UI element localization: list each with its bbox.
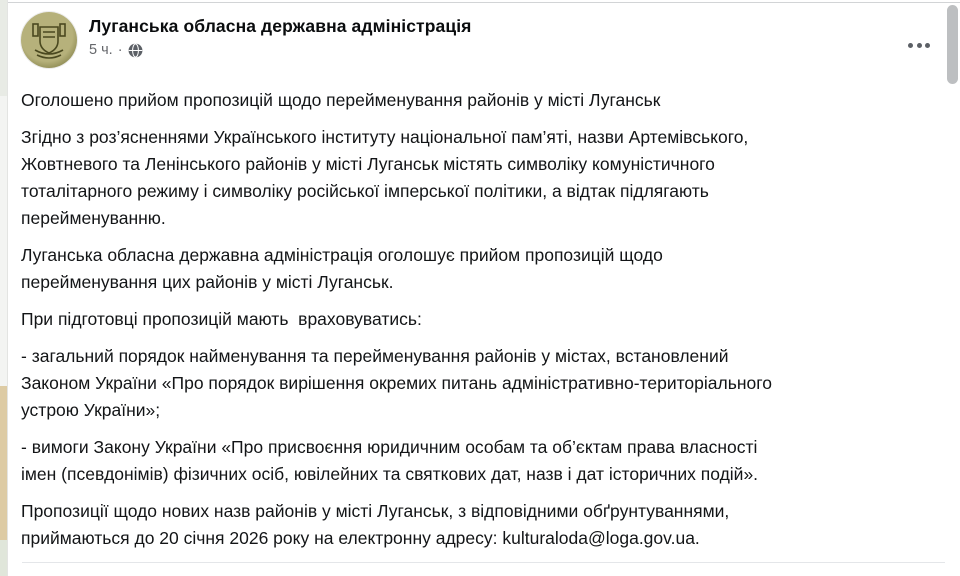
background-edge-middle [0,96,7,386]
text-line: Оголошено прийом пропозицій щодо перейменування районів у місті Луганськ [21,90,661,110]
post-paragraph-headline [21,87,946,114]
post-paragraph [21,242,946,296]
text-line: устрою України»; [21,400,161,420]
post-paragraph [21,124,946,232]
text-line: імен (псевдонімів) фізичних осіб, ювілейних та святкових дат, назв і дат історичних подій». [21,464,759,484]
background-edge-top [0,0,7,96]
background-edge-strip [0,0,7,576]
post-body [8,68,960,563]
dot-icon [908,43,913,48]
text-line: Пропозиції щодо нових назв районів у місті Луганськ, з відповідними обґрунтуваннями, [21,501,730,521]
text-line: Жовтневого та Ленінського районів у місті Луганськ містять символіку комуністичного [21,154,715,174]
facebook-post-card [7,0,960,576]
background-edge-bottom [0,540,7,576]
text-line: перейменування цих районів у місті Луганськ. [21,272,394,292]
text-line: - загальний порядок найменування та перейменування районів у містах, встановлений [21,346,729,366]
meta-separator: · [117,42,123,58]
post-header [8,0,960,68]
post-footer-divider [22,562,945,563]
dot-icon [925,43,930,48]
globe-privacy-icon [128,43,143,58]
text-line: Луганська обласна державна адміністрація оголошує прийом пропозицій щодо [21,245,663,265]
text-line: При підготовці пропозицій мають враховуватись: [21,309,422,329]
scrollbar-thumb[interactable] [947,5,958,84]
text-line: - вимоги Закону України «Про присвоєння юридичним особам та об’єктам права власності [21,437,758,457]
text-line: перейменуванню. [21,208,166,228]
post-paragraph-contact [21,498,946,552]
background-edge-tan [0,386,7,540]
coat-of-arms-icon [27,18,71,62]
header-text [89,12,471,68]
post-meta [89,41,471,59]
more-options-button[interactable] [902,33,936,57]
page-name-link[interactable]: Луганська обласна державна адміністрація [89,16,472,36]
post-paragraph [21,306,946,333]
post-timestamp[interactable]: 5 ч. [89,42,113,58]
dot-icon [917,43,922,48]
post-paragraph-bullet [21,434,946,488]
post-paragraph-bullet [21,343,946,424]
text-line: Згідно з роз’ясненнями Українського інституту національної пам’яті, назви Артемівського, [21,127,749,147]
text-line: Законом України «Про порядок вирішення окремих питань адміністративно-територіального [21,373,772,393]
page-avatar[interactable] [21,12,77,68]
text-line: приймаються до 20 січня 2026 року на електронну адресу: kulturaloda@loga.gov.ua. [21,528,700,548]
text-line: тоталітарного режиму і символіку російської імперської політики, а відтак підлягають [21,181,709,201]
